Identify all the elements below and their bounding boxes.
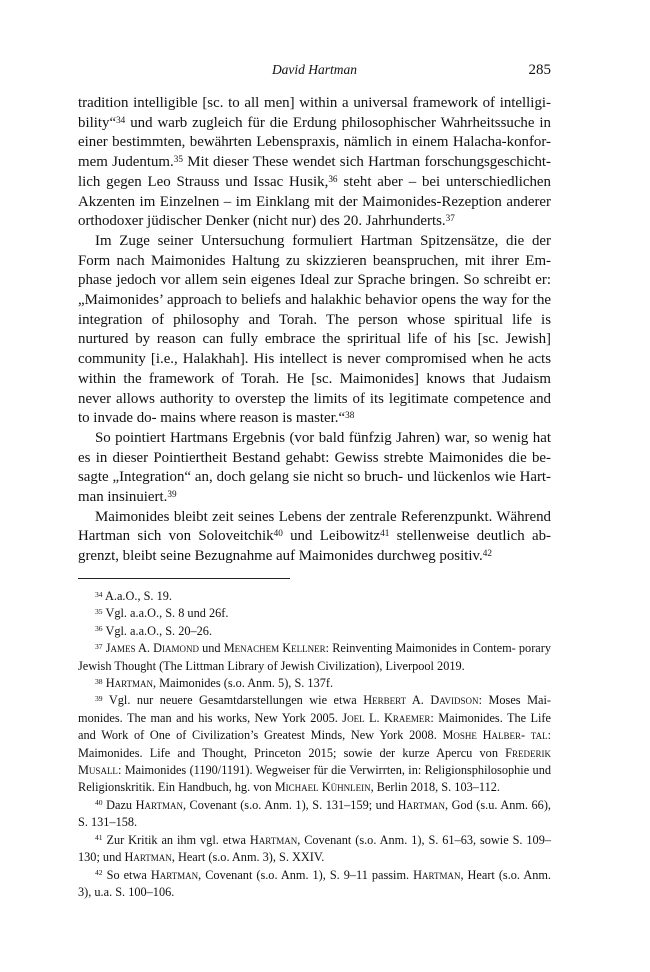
text-run: steht aber – bei unterschiedlichen Akzenten im Einzelnen – im Einklang mit der Maimonides-Rezeption anderer orthodoxer jüdischer Denker (nicht nur) des 20. Jahrhunderts.	[78, 173, 551, 230]
author-name: Moshe Halber- tal	[442, 728, 548, 743]
paragraph-4	[78, 508, 551, 567]
author-name: Frederik Musall	[78, 745, 551, 778]
text-run: So pointiert Hartmans Ergebnis (vor bald fünfzig Jahren) war, so wenig hat es in dieser Pointiertheit Bestand gehabt: Gewiss strebte Maimonides die be- sagte „Integration“ an, doch gelang sie nicht so bruch- und lückenlos wie Hart- man insinuiert.	[78, 429, 551, 506]
footnote-number: 37	[95, 641, 103, 651]
footnote-text: , God (s.u. Anm. 66), S. 131–158.	[78, 797, 551, 830]
footnote-separator	[78, 578, 290, 579]
footnote-ref-37[interactable]: 37	[445, 213, 455, 224]
footnote-text: Vgl. a.a.O., S. 20–26.	[102, 623, 213, 638]
footnote-ref-41[interactable]: 41	[380, 528, 390, 539]
footnote-number: 35	[95, 606, 103, 616]
footnote-ref-34[interactable]: 34	[116, 114, 126, 125]
footnote-text: , Covenant (s.o. Anm. 1), S. 9–11 passim.	[198, 867, 414, 882]
page-number: 285	[528, 62, 551, 78]
footnote-text: : Maimonides. Life and Thought, Princeton 2015; sowie der kurze Apercu von	[78, 728, 551, 760]
footnote-text: , Berlin 2018, S. 103–112.	[370, 780, 500, 795]
author-name: Michael Kühnlein	[274, 780, 371, 795]
author-name: James A. Diamond	[105, 641, 199, 656]
footnote-text: und	[198, 641, 224, 656]
footnote-text: So etwa	[102, 867, 151, 882]
footnote-text: A.a.O., S. 19.	[102, 589, 172, 603]
footnote-number: 34	[95, 589, 103, 599]
footnote-41	[78, 832, 551, 867]
main-text	[78, 94, 551, 567]
running-head	[78, 62, 551, 82]
footnote-text: : Maimonides (1190/1191). Wegweiser für die Verwirrten, in: Religionsphilosophie und Religionskritik. Ein Handbuch, hg. von	[78, 763, 551, 795]
footnote-ref-36[interactable]: 36	[328, 173, 338, 184]
paragraph-2	[78, 232, 551, 429]
footnotes	[78, 588, 551, 901]
footnote-34	[78, 588, 551, 605]
footnote-35	[78, 605, 551, 622]
text-run: Im Zuge seiner Untersuchung formuliert Hartman Spitzensätze, die der Form nach Maimonides Haltung zu skizzieren beanspruchen, mit ihrer Em- phase jedoch vor allem sein eigenes Ideal zur Sprache bringen. So schreibt er: „Maimonides’ approach to beliefs and halakhic behavior opens the way for the integration of philosophy and Torah. The person whose spiritual life is nurtured by reason can fully embrace the spriritual life of his [sc. Jewish] community [i.e., Halakhah]. His intellect is never compromised when he acts within the framework of Torah. He [sc. Maimonides] knows that Judaism never allows authority to overstep the limits of its legitimate competence and to invade do- mains where reason is master.“	[78, 232, 551, 427]
paragraph-1	[78, 94, 551, 232]
author-name: Hartman	[397, 797, 445, 812]
footnote-ref-42[interactable]: 42	[482, 548, 492, 559]
paragraph-3	[78, 429, 551, 508]
footnote-text: , Heart (s.o. Anm. 3), u.a. S. 100–106.	[78, 867, 551, 899]
footnote-text: Vgl. a.a.O., S. 8 und 26f.	[102, 606, 229, 621]
running-title: David Hartman	[271, 62, 358, 77]
text-run: tradition intelligible [sc. to all men] within a universal framework of intelligi- bility“	[78, 95, 551, 131]
footnote-37	[78, 640, 551, 675]
footnote-40	[78, 797, 551, 832]
text-run: und Leibowitz	[282, 528, 381, 545]
footnote-ref-38[interactable]: 38	[345, 410, 355, 421]
footnote-ref-40[interactable]: 40	[273, 528, 283, 539]
text-run: stellenweise deutlich ab- grenzt, bleibt seine Bezugnahme auf Maimonides durchweg positiv.	[78, 528, 551, 565]
footnote-number: 40	[95, 798, 103, 808]
author-name: Hartman	[249, 832, 298, 847]
footnote-text: : Reinventing Maimonides in Contem- porary Jewish Thought (The Littman Library of Jewish Civilization), Liverpool 2019.	[78, 641, 552, 673]
footnote-number: 39	[95, 694, 103, 704]
author-name: Herbert A. Davidson	[363, 693, 479, 708]
footnote-ref-35[interactable]: 35	[173, 153, 183, 164]
author-name: Hartman	[413, 867, 461, 882]
footnote-text: Zur Kritik an ihm vgl. etwa	[102, 832, 250, 847]
author-name: Hartman	[135, 797, 183, 812]
footnote-number: 38	[95, 676, 103, 686]
footnote-number: 36	[95, 624, 103, 634]
text-run: Mit dieser These wendet sich Hartman forschungsgeschicht- lich gegen Leo Strauss und Issac Husik,	[78, 154, 551, 190]
footnote-text: , Heart (s.o. Anm. 3), S. XXIV.	[171, 850, 325, 865]
footnote-number: 42	[95, 868, 103, 878]
footnote-text: Dazu	[102, 797, 136, 812]
footnote-text: , Covenant (s.o. Anm. 1), S. 131–159; und	[182, 797, 398, 812]
footnote-text: , Maimonides (s.o. Anm. 5), S. 137f.	[153, 676, 334, 691]
text-run: Maimonides bleibt zeit seines Lebens der zentrale Referenzpunkt. Während Hartman sich von Soloveitchik	[78, 508, 551, 545]
footnote-ref-39[interactable]: 39	[167, 488, 177, 499]
author-name: Hartman	[105, 676, 154, 691]
footnote-text: : Moses Mai- monides. The man and his works, New York 2005.	[78, 693, 551, 725]
footnote-42	[78, 867, 551, 902]
author-name: Hartman	[150, 867, 199, 882]
footnote-text: : Maimonides. The Life and Work of One of Civilization’s Greatest Minds, New York 2008.	[78, 710, 551, 743]
footnote-39	[78, 692, 551, 796]
footnote-text: , Covenant (s.o. Anm. 1), S. 61–63, sowie S. 109–130; und	[78, 832, 552, 865]
footnote-36	[78, 623, 551, 640]
author-name: Menachem Kellner	[223, 641, 326, 656]
footnote-text: Vgl. nur neuere Gesamtdarstellungen wie etwa	[102, 693, 364, 708]
text-run: und warb zugleich für die Erdung philosophischer Wahrheitssuche in einer bestimmten, bewährten Lebenspraxis, nämlich in einem Halacha-konfor- mem Judentum.	[78, 114, 551, 171]
author-name: Joel L. Kraemer	[342, 710, 431, 725]
footnote-number: 41	[95, 833, 103, 843]
footnote-38	[78, 675, 551, 692]
author-name: Hartman	[124, 850, 172, 865]
